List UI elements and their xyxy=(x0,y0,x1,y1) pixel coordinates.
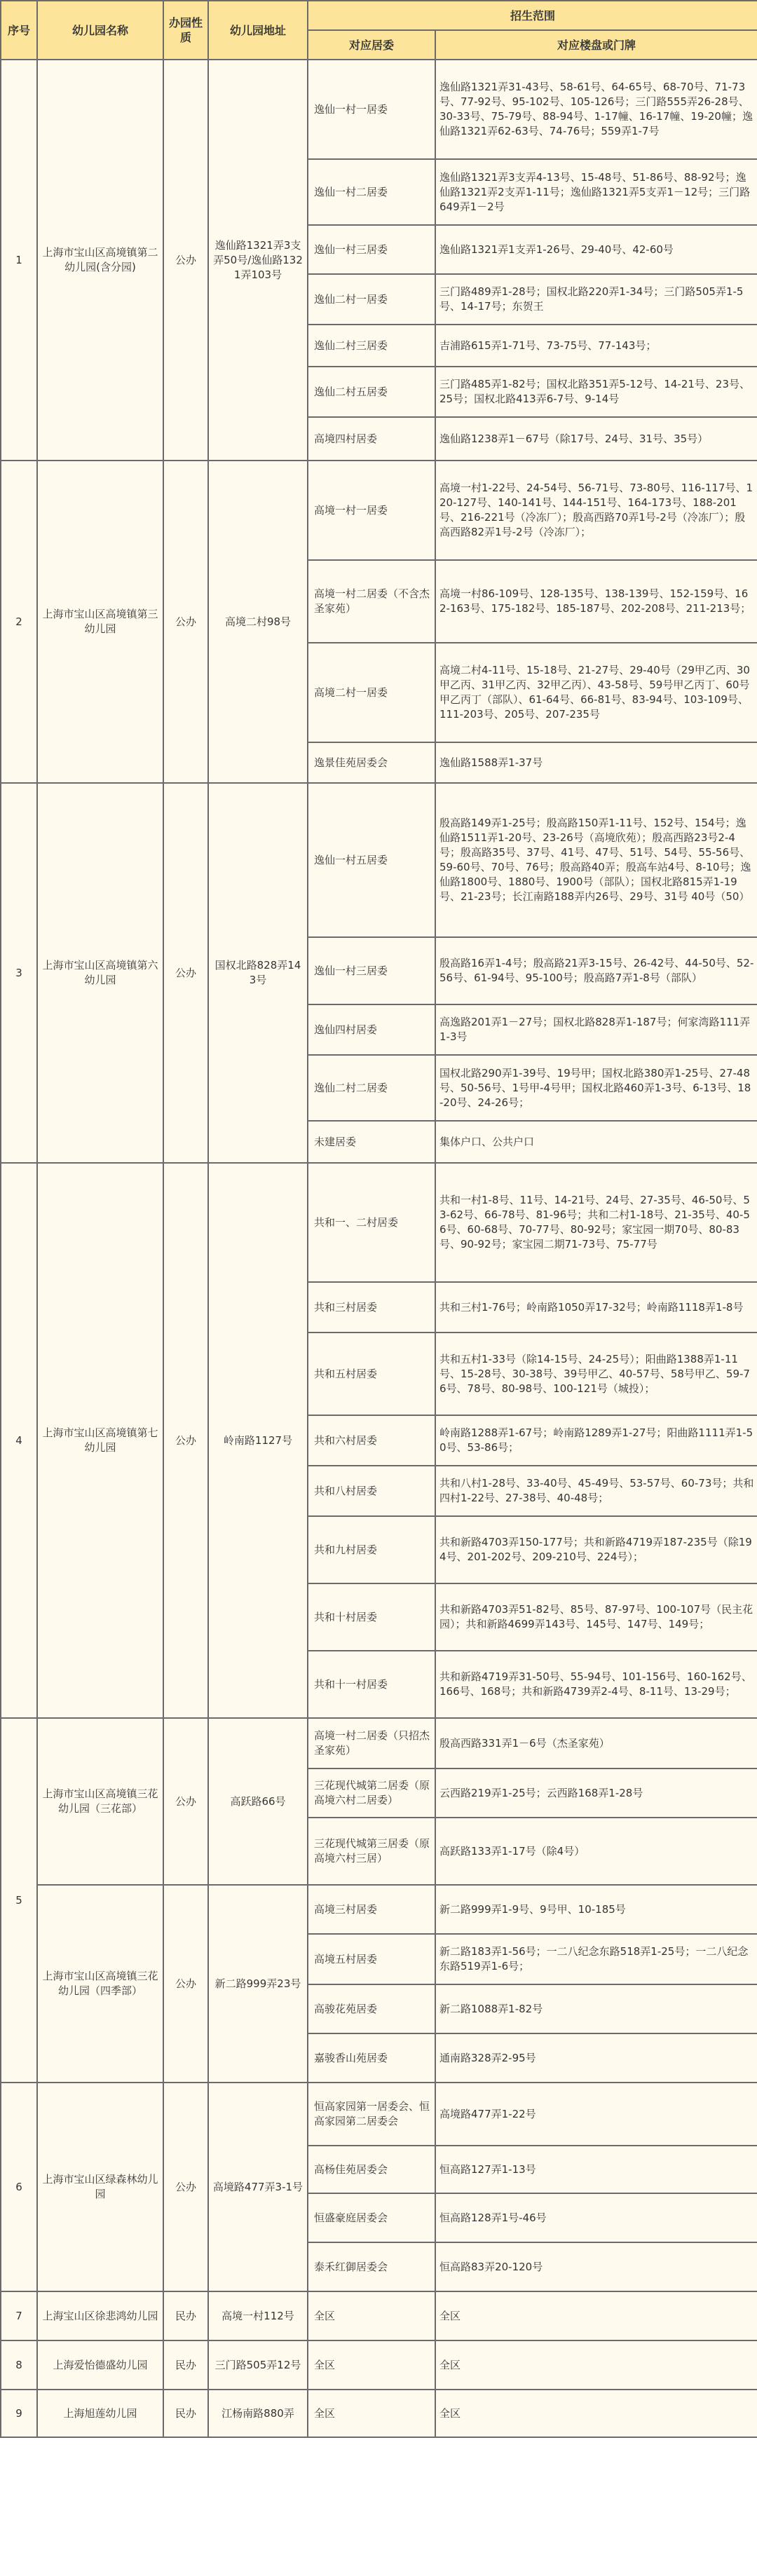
nature-cell: 公办 xyxy=(163,1885,208,2083)
buildings-cell: 高境一村1-22号、24-54号、56-71号、73-80号、116-117号、120-127号、140-141号、144-151号、164-173号、188-201号、216-221号（冷冻厂）；殷高西路70弄1号-2号（冷冻厂）；殷高西路82弄1号-2号（冷冻厂）； xyxy=(435,461,757,560)
seq-cell: 9 xyxy=(1,2390,37,2437)
committee-cell: 全区 xyxy=(308,2291,435,2340)
committee-cell: 逸仙一村二居委 xyxy=(308,159,435,225)
committee-cell: 共和十一村居委 xyxy=(308,1651,435,1718)
buildings-cell: 新二路999弄1-9号、9号甲、10-185号 xyxy=(435,1885,757,1934)
seq-cell: 3 xyxy=(1,783,37,1163)
kindergarten-name: 上海市宝山区高境镇第二幼儿园(含分园) xyxy=(37,60,163,461)
kindergarten-name: 上海爱怡德盛幼儿园 xyxy=(37,2340,163,2390)
committee-cell: 全区 xyxy=(308,2390,435,2437)
buildings-cell: 逸仙路1321弄3支弄4-13号、15-48号、51-86号、88-92号；逸仙路1321弄2支弄1-11号；逸仙路1321弄5支弄1－12号；三门路649弄1－2号 xyxy=(435,159,757,225)
table-row xyxy=(1,783,757,937)
header-name: 幼儿园名称 xyxy=(37,1,163,60)
address-cell: 三门路505弄12号 xyxy=(208,2340,308,2390)
table-row xyxy=(1,1885,757,1934)
buildings-cell: 逸仙路1588弄1-37号 xyxy=(435,742,757,783)
table-row xyxy=(1,2390,757,2437)
kindergarten-name: 上海旭莲幼儿园 xyxy=(37,2390,163,2437)
buildings-cell: 共和新路4703弄150-177号；共和新路4719弄187-235号（除194号、201-202号、209-210号、224号）； xyxy=(435,1516,757,1583)
committee-cell: 高骏花苑居委 xyxy=(308,1984,435,2033)
header-seq: 序号 xyxy=(1,1,37,60)
nature-cell: 民办 xyxy=(163,2340,208,2390)
buildings-cell: 高境路477弄1-22号 xyxy=(435,2083,757,2146)
committee-cell: 逸仙四村居委 xyxy=(308,1004,435,1055)
kindergarten-name: 上海市宝山区高境镇三花幼儿园（四季部） xyxy=(37,1885,163,2083)
header-nature: 办园性质 xyxy=(163,1,208,60)
seq-cell: 7 xyxy=(1,2291,37,2340)
committee-cell: 全区 xyxy=(308,2340,435,2390)
buildings-cell: 全区 xyxy=(435,2340,757,2390)
table-row xyxy=(1,2291,757,2340)
buildings-cell: 全区 xyxy=(435,2291,757,2340)
header-address: 幼儿园地址 xyxy=(208,1,308,60)
buildings-cell: 逸仙路1321弄31-43号、58-61号、64-65号、68-70号、71-73号、77-92号、95-102号、105-126号；三门路555弄26-28号、30-33号、75-79号、88-94号、1-17幢、16-17幢、19-20幢；逸仙路1321弄62-63号、74-76号；559弄1-7号 xyxy=(435,60,757,159)
committee-cell: 高境五村居委 xyxy=(308,1934,435,1984)
buildings-cell: 共和新路4719弄31-50号、55-94号、101-156号、160-162号、166号、168号；共和新路4739弄2-4号、8-11号、13-29号； xyxy=(435,1651,757,1718)
buildings-cell: 共和五村1-33号（除14-15号、24-25号）；阳曲路1388弄1-11号、15-28号、30-38号、39号甲乙、40-57号、58号甲乙、59-76号、78号、80-98号、100-121号（城投）； xyxy=(435,1333,757,1415)
committee-cell: 高境三村居委 xyxy=(308,1885,435,1934)
buildings-cell: 新二路183弄1-56号；一二八纪念东路518弄1-25号；一二八纪念东路519弄1-6号； xyxy=(435,1934,757,1984)
address-cell: 国权北路828弄143号 xyxy=(208,783,308,1163)
seq-cell: 4 xyxy=(1,1163,37,1718)
seq-cell: 5 xyxy=(1,1718,37,2083)
table-body xyxy=(1,60,757,2437)
committee-cell: 逸仙二村五居委 xyxy=(308,367,435,417)
nature-cell: 公办 xyxy=(163,1163,208,1718)
seq-cell: 2 xyxy=(1,461,37,783)
address-cell: 新二路999弄23号 xyxy=(208,1885,308,2083)
committee-cell: 高境二村一居委 xyxy=(308,643,435,742)
nature-cell: 公办 xyxy=(163,461,208,783)
buildings-cell: 高逸路201弄1－27号；国权北路828弄1-187号；何家湾路111弄1-3号 xyxy=(435,1004,757,1055)
committee-cell: 恒盛豪庭居委会 xyxy=(308,2193,435,2242)
kindergarten-name: 上海市宝山区高境镇第三幼儿园 xyxy=(37,461,163,783)
address-cell: 高境一村112号 xyxy=(208,2291,308,2340)
nature-cell: 民办 xyxy=(163,2390,208,2437)
buildings-cell: 高跃路133弄1-17号（除4号） xyxy=(435,1818,757,1885)
committee-cell: 逸景佳苑居委会 xyxy=(308,742,435,783)
committee-cell: 高境一村一居委 xyxy=(308,461,435,560)
table-row xyxy=(1,60,757,159)
table-row xyxy=(1,2083,757,2146)
committee-cell: 共和八村居委 xyxy=(308,1466,435,1516)
committee-cell: 共和十村居委 xyxy=(308,1583,435,1651)
header-buildings: 对应楼盘或门牌 xyxy=(435,30,757,60)
committee-cell: 嘉骏香山苑居委 xyxy=(308,2033,435,2083)
nature-cell: 公办 xyxy=(163,1718,208,1885)
committee-cell: 未建居委 xyxy=(308,1121,435,1163)
buildings-cell: 恒高路127弄1-13号 xyxy=(435,2146,757,2193)
address-cell: 逸仙路1321弄3支弄50号/逸仙路1321弄103号 xyxy=(208,60,308,461)
header-scope: 招生范围 xyxy=(308,1,757,30)
buildings-cell: 全区 xyxy=(435,2390,757,2437)
seq-cell: 1 xyxy=(1,60,37,461)
table-row xyxy=(1,1163,757,1282)
buildings-cell: 逸仙路1238弄1－67号（除17号、24号、31号、35号） xyxy=(435,417,757,461)
committee-cell: 逸仙一村一居委 xyxy=(308,60,435,159)
committee-cell: 共和九村居委 xyxy=(308,1516,435,1583)
nature-cell: 公办 xyxy=(163,2083,208,2291)
committee-cell: 泰禾红御居委会 xyxy=(308,2242,435,2291)
buildings-cell: 共和新路4703弄51-82号、85号、87-97号、100-107号（民主花园）；共和新路4699弄143号、145号、147号、149号； xyxy=(435,1583,757,1651)
buildings-cell: 三门路489弄1-28号；国权北路220弄1-34号；三门路505弄1-5号、14-17号；东贺王 xyxy=(435,274,757,325)
buildings-cell: 殷高路149弄1-25号；殷高路150弄1-11号、152号、154号；逸仙路1511弄1-20号、23-26号（高境欣苑）；殷高西路23号2-4号；殷高路35号、37号、41号、47号、51号、54号、55-56号、59-60号、70号、76号；殷高路40弄；殷高车站4号、8-10号；逸仙路1800号、1880号、1900号（部队）；国权北路815弄1-19号、21-23号；长江南路188弄内26号、29号、31号 40号（50） xyxy=(435,783,757,937)
address-cell: 高境路477弄3-1号 xyxy=(208,2083,308,2291)
buildings-cell: 新二路1088弄1-82号 xyxy=(435,1984,757,2033)
buildings-cell: 高境一村86-109号、128-135号、138-139号、152-159号、162-163号、175-182号、185-187号、202-208号、211-213号； xyxy=(435,560,757,643)
seq-cell: 8 xyxy=(1,2340,37,2390)
kindergarten-name: 上海宝山区徐悲鸿幼儿园 xyxy=(37,2291,163,2340)
table-row xyxy=(1,461,757,560)
committee-cell: 高境一村二居委（不含杰圣家苑） xyxy=(308,560,435,643)
address-cell: 高境二村98号 xyxy=(208,461,308,783)
committee-cell: 高杨佳苑居委会 xyxy=(308,2146,435,2193)
kindergarten-name: 上海市宝山区高境镇三花幼儿园（三花部） xyxy=(37,1718,163,1885)
seq-cell: 6 xyxy=(1,2083,37,2291)
nature-cell: 公办 xyxy=(163,783,208,1163)
nature-cell: 公办 xyxy=(163,60,208,461)
buildings-cell: 国权北路290弄1-39号、19号甲；国权北路380弄1-25号、27-48号、50-56号、1号甲-4号甲；国权北路460弄1-3号、6-13号、18-20号、24-26号； xyxy=(435,1055,757,1121)
address-cell: 高跃路66号 xyxy=(208,1718,308,1885)
committee-cell: 共和三村居委 xyxy=(308,1282,435,1333)
buildings-cell: 共和一村1-8号、11号、14-21号、24号、27-35号、46-50号、53-62号、66-78号、81-96号；共和二村1-18号、21-35号、40-56号、60-68号、70-77号、80-92号；家宝园一期70号、80-83号、90-92号；家宝园二期71-73号、75-77号 xyxy=(435,1163,757,1282)
committee-cell: 逸仙二村三居委 xyxy=(308,325,435,367)
buildings-cell: 集体户口、公共户口 xyxy=(435,1121,757,1163)
committee-cell: 逸仙一村三居委 xyxy=(308,937,435,1004)
table-row xyxy=(1,1718,757,1769)
address-cell: 江杨南路880弄 xyxy=(208,2390,308,2437)
buildings-cell: 恒高路128弄1号-46号 xyxy=(435,2193,757,2242)
header-committee: 对应居委 xyxy=(308,30,435,60)
buildings-cell: 通南路328弄2-95号 xyxy=(435,2033,757,2083)
committee-cell: 共和六村居委 xyxy=(308,1415,435,1466)
committee-cell: 共和一、二村居委 xyxy=(308,1163,435,1282)
buildings-cell: 共和三村1-76号；岭南路1050弄17-32号；岭南路1118弄1-8号 xyxy=(435,1282,757,1333)
buildings-cell: 吉浦路615弄1-71号、73-75号、77-143号； xyxy=(435,325,757,367)
committee-cell: 逸仙一村五居委 xyxy=(308,783,435,937)
kindergarten-name: 上海市宝山区绿森林幼儿园 xyxy=(37,2083,163,2291)
address-cell: 岭南路1127号 xyxy=(208,1163,308,1718)
buildings-cell: 殷高路16弄1-4号；殷高路21弄3-15号、26-42号、44-50号、52-56号、61-94号、95-100号；殷高路7弄1-8号（部队） xyxy=(435,937,757,1004)
committee-cell: 恒高家园第一居委会、恒高家园第二居委会 xyxy=(308,2083,435,2146)
committee-cell: 逸仙二村二居委 xyxy=(308,1055,435,1121)
committee-cell: 高境四村居委 xyxy=(308,417,435,461)
committee-cell: 三花现代城第二居委（原高境六村二居委） xyxy=(308,1769,435,1818)
buildings-cell: 高境二村4-11号、15-18号、21-27号、29-40号（29甲乙丙、30甲乙丙、31甲乙丙、32甲乙丙）、43-58号、59号甲乙丙丁、60号甲乙丙丁（部队）、61-64号、66-81号、83-94号、103-109号、111-203号、205号、207-235号 xyxy=(435,643,757,742)
committee-cell: 逸仙一村三居委 xyxy=(308,225,435,274)
buildings-cell: 殷高西路331弄1－6号（杰圣家苑） xyxy=(435,1718,757,1769)
buildings-cell: 恒高路83弄20-120号 xyxy=(435,2242,757,2291)
buildings-cell: 逸仙路1321弄1支弄1-26号、29-40号、42-60号 xyxy=(435,225,757,274)
kindergarten-name: 上海市宝山区高境镇第七幼儿园 xyxy=(37,1163,163,1718)
committee-cell: 逸仙二村一居委 xyxy=(308,274,435,325)
committee-cell: 高境一村二居委（只招杰圣家苑） xyxy=(308,1718,435,1769)
nature-cell: 民办 xyxy=(163,2291,208,2340)
buildings-cell: 共和八村1-28号、33-40号、45-49号、53-57号、60-73号；共和四村1-22号、27-38号、40-48号； xyxy=(435,1466,757,1516)
buildings-cell: 岭南路1288弄1-67号；岭南路1289弄1-27号；阳曲路1111弄1-50号、53-86号； xyxy=(435,1415,757,1466)
kindergarten-name: 上海市宝山区高境镇第六幼儿园 xyxy=(37,783,163,1163)
committee-cell: 共和五村居委 xyxy=(308,1333,435,1415)
buildings-cell: 三门路485弄1-82号；国权北路351弄5-12号、14-21号、23号、25号；国权北路413弄6-7号、9-14号 xyxy=(435,367,757,417)
buildings-cell: 云西路219弄1-25号；云西路168弄1-28号 xyxy=(435,1769,757,1818)
committee-cell: 三花现代城第三居委（原高境六村三居） xyxy=(308,1818,435,1885)
table-row xyxy=(1,2340,757,2390)
